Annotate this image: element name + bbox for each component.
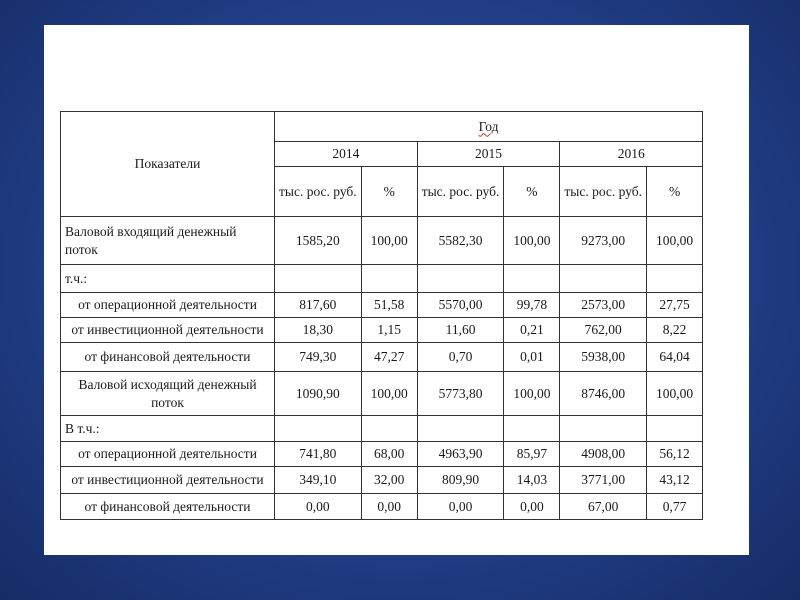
header-indicators: Показатели xyxy=(61,112,275,217)
unit-thousand-2016: тыс. рос. руб. xyxy=(560,167,647,217)
table-row xyxy=(61,416,703,442)
table-cell: 5773,80 xyxy=(417,372,504,416)
table-cell xyxy=(417,265,504,293)
table-row xyxy=(61,293,703,318)
table-cell: 5570,00 xyxy=(417,293,504,318)
table-row xyxy=(61,217,703,265)
table-cell: 47,27 xyxy=(361,343,417,372)
table-cell: 100,00 xyxy=(504,217,560,265)
table-cell: 349,10 xyxy=(275,467,362,494)
table-cell: 100,00 xyxy=(647,217,703,265)
row-label: от инвестиционной деятельности xyxy=(61,467,275,494)
table-cell: 749,30 xyxy=(275,343,362,372)
slide xyxy=(44,25,749,555)
row-label: от инвестиционной деятельности xyxy=(61,318,275,343)
table-row xyxy=(61,318,703,343)
table-cell xyxy=(647,416,703,442)
unit-percent-2016: % xyxy=(647,167,703,217)
table-cell: 0,21 xyxy=(504,318,560,343)
table-cell xyxy=(275,265,362,293)
table-cell: 56,12 xyxy=(647,442,703,467)
table-row xyxy=(61,442,703,467)
table-cell: 0,77 xyxy=(647,494,703,520)
table-cell: 4908,00 xyxy=(560,442,647,467)
table-cell: 8,22 xyxy=(647,318,703,343)
table-cell: 18,30 xyxy=(275,318,362,343)
table-cell xyxy=(504,265,560,293)
unit-thousand-2014: тыс. рос. руб. xyxy=(275,167,362,217)
table-cell: 0,01 xyxy=(504,343,560,372)
table-cell xyxy=(560,265,647,293)
row-label: Валовой входящий денежный поток xyxy=(61,217,275,265)
table-cell xyxy=(417,416,504,442)
table-cell: 14,03 xyxy=(504,467,560,494)
table-cell: 809,90 xyxy=(417,467,504,494)
table-cell: 9273,00 xyxy=(560,217,647,265)
table-cell: 64,04 xyxy=(647,343,703,372)
table-cell: 11,60 xyxy=(417,318,504,343)
table-cell xyxy=(560,416,647,442)
row-label: т.ч.: xyxy=(61,265,275,293)
row-label: от финансовой деятельности xyxy=(61,343,275,372)
cash-flow-table xyxy=(60,111,703,520)
table-cell: 0,00 xyxy=(417,494,504,520)
table-cell: 51,58 xyxy=(361,293,417,318)
table-cell xyxy=(361,416,417,442)
table-cell: 1585,20 xyxy=(275,217,362,265)
row-label: от финансовой деятельности xyxy=(61,494,275,520)
table-cell: 0,00 xyxy=(275,494,362,520)
unit-percent-2014: % xyxy=(361,167,417,217)
table-cell: 27,75 xyxy=(647,293,703,318)
table-row xyxy=(61,494,703,520)
table-cell: 85,97 xyxy=(504,442,560,467)
header-year-2014: 2014 xyxy=(275,142,418,167)
table-row xyxy=(61,467,703,494)
table-cell xyxy=(504,416,560,442)
table-cell: 1090,90 xyxy=(275,372,362,416)
table-cell: 4963,90 xyxy=(417,442,504,467)
table-row xyxy=(61,372,703,416)
table-cell: 1,15 xyxy=(361,318,417,343)
header-year xyxy=(275,112,703,142)
table-cell: 67,00 xyxy=(560,494,647,520)
table-body xyxy=(61,217,703,520)
table-cell: 741,80 xyxy=(275,442,362,467)
table-cell: 2573,00 xyxy=(560,293,647,318)
table-cell: 32,00 xyxy=(361,467,417,494)
table-cell: 99,78 xyxy=(504,293,560,318)
table-cell: 0,70 xyxy=(417,343,504,372)
table-cell: 100,00 xyxy=(504,372,560,416)
table-cell: 43,12 xyxy=(647,467,703,494)
unit-percent-2015: % xyxy=(504,167,560,217)
table-cell xyxy=(361,265,417,293)
header-year-text: Год xyxy=(478,118,499,134)
row-label: В т.ч.: xyxy=(61,416,275,442)
table-cell: 68,00 xyxy=(361,442,417,467)
table-cell: 0,00 xyxy=(361,494,417,520)
table-cell: 0,00 xyxy=(504,494,560,520)
table-cell: 817,60 xyxy=(275,293,362,318)
table-cell: 100,00 xyxy=(647,372,703,416)
table-row xyxy=(61,343,703,372)
table-cell: 100,00 xyxy=(361,372,417,416)
table-cell: 8746,00 xyxy=(560,372,647,416)
table-cell: 5582,30 xyxy=(417,217,504,265)
row-label: Валовой исходящий денежный поток xyxy=(61,372,275,416)
table-cell: 100,00 xyxy=(361,217,417,265)
table-cell: 5938,00 xyxy=(560,343,647,372)
header-year-2015: 2015 xyxy=(417,142,560,167)
table-row xyxy=(61,265,703,293)
unit-thousand-2015: тыс. рос. руб. xyxy=(417,167,504,217)
table-cell xyxy=(275,416,362,442)
row-label: от операционной деятельности xyxy=(61,442,275,467)
table-cell: 3771,00 xyxy=(560,467,647,494)
table-cell: 762,00 xyxy=(560,318,647,343)
row-label: от операционной деятельности xyxy=(61,293,275,318)
header-year-2016: 2016 xyxy=(560,142,703,167)
table-cell xyxy=(647,265,703,293)
